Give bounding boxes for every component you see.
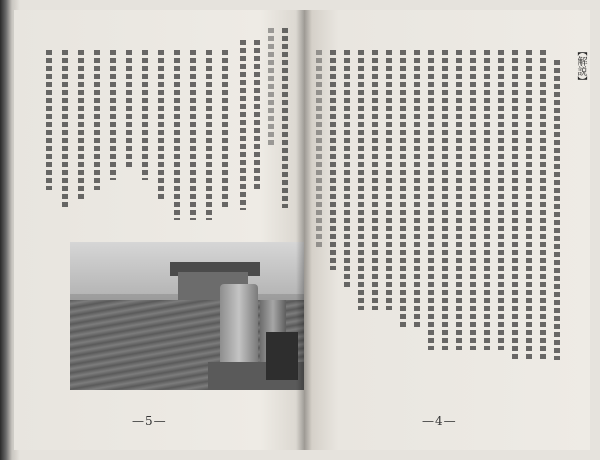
text-column [142, 50, 148, 180]
text-column [344, 50, 350, 290]
text-column [358, 50, 364, 310]
text-column [484, 50, 490, 350]
right-page [304, 10, 590, 450]
photo-signpost [266, 332, 298, 380]
text-column [110, 50, 116, 180]
text-column [456, 50, 462, 350]
text-column [268, 28, 274, 148]
text-column [316, 50, 322, 250]
text-column [158, 50, 164, 200]
text-column [254, 40, 260, 190]
text-column [554, 60, 560, 360]
text-column [512, 50, 518, 360]
text-column [498, 50, 504, 350]
page-number: —4— [422, 414, 457, 428]
gravestone-photo [70, 242, 304, 390]
text-column [330, 50, 336, 270]
text-column [206, 50, 212, 220]
text-column [442, 50, 448, 350]
text-column [540, 50, 546, 360]
left-page [14, 10, 304, 450]
text-column [126, 50, 132, 170]
text-column [400, 50, 406, 330]
text-column [414, 50, 420, 330]
section-header: 【解説】 [575, 46, 586, 86]
text-column [470, 50, 476, 350]
text-column [62, 50, 68, 210]
text-column [190, 50, 196, 220]
text-column [526, 50, 532, 360]
text-column [222, 50, 228, 210]
text-column [372, 50, 378, 310]
text-column [386, 50, 392, 310]
text-column [428, 50, 434, 350]
text-column [174, 50, 180, 220]
page-number: —5— [132, 414, 167, 428]
text-column [240, 40, 246, 210]
text-column [282, 28, 288, 208]
text-column [78, 50, 84, 200]
book-gutter [296, 10, 312, 450]
text-column [46, 50, 52, 190]
text-column [94, 50, 100, 190]
